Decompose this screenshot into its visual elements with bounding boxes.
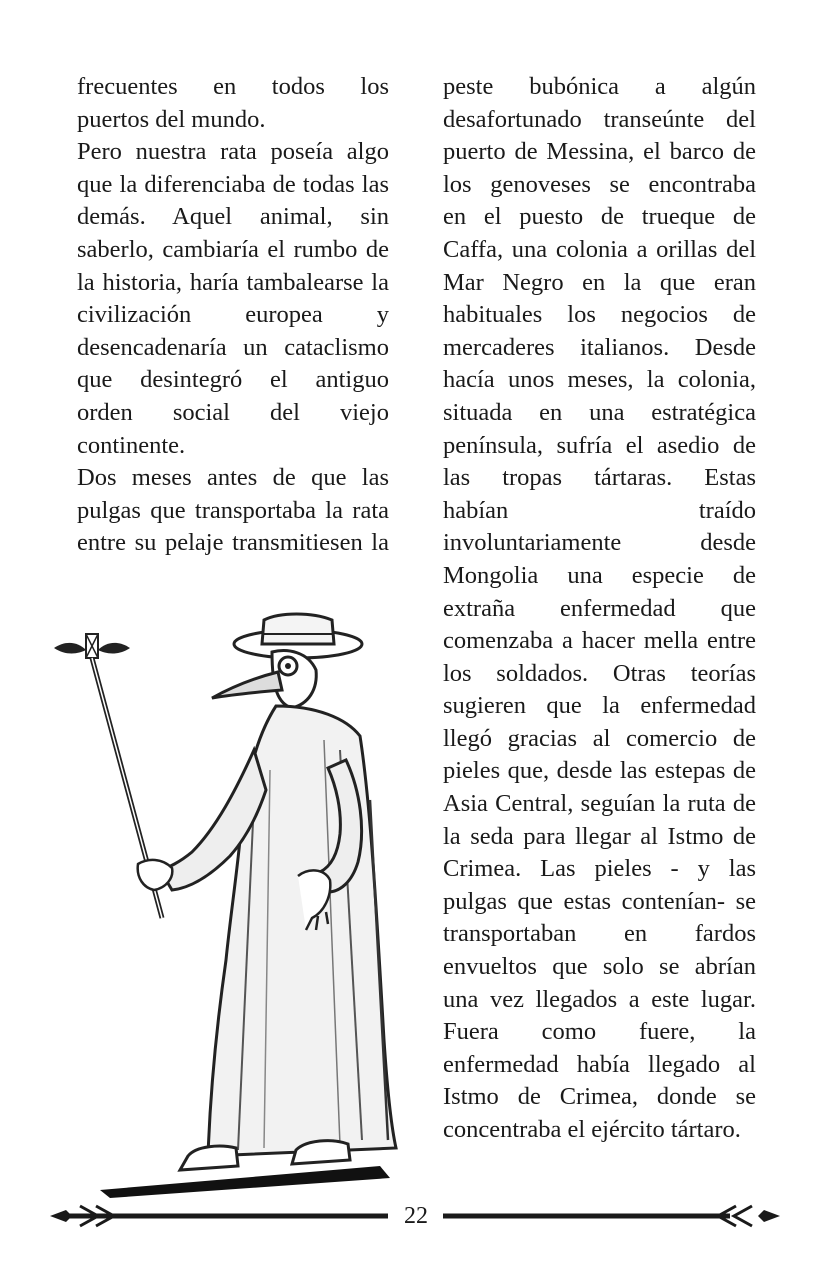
text-line: pulgas que transportaba la rata <box>77 496 389 524</box>
text-line: frecuentes en todos los <box>77 73 389 100</box>
text-line: concentraba el ejército tártaro. <box>443 1116 741 1143</box>
text-line: habían traído <box>443 496 756 524</box>
text-line: peste bubónica a algún <box>443 73 756 100</box>
text-line: en el puesto de trueque de <box>443 203 756 231</box>
text-line: la seda para llegar al Istmo de <box>443 822 756 850</box>
text-line: Pero nuestra rata poseía algo <box>77 138 389 166</box>
text-line: demás. Aquel animal, sin <box>77 203 389 231</box>
text-line: sugieren que la enfermedad <box>443 692 756 720</box>
text-line: continente. <box>77 431 186 459</box>
text-line: la historia, haría tambalearse la <box>77 268 389 296</box>
text-line: pieles que, desde las estepas de <box>443 757 756 785</box>
text-line: desafortunado transeúnte del <box>443 105 756 133</box>
text-line: transportaban en fardos <box>443 920 756 948</box>
text-line: habituales los negocios de <box>443 301 756 329</box>
left-text-column <box>77 71 389 560</box>
text-line: los soldados. Otras teorías <box>443 659 756 687</box>
text-line: enfermedad había llegado al <box>443 1050 756 1078</box>
text-line: Mar Negro en la que eran <box>443 268 756 296</box>
doctor-figure-icon <box>100 614 396 1198</box>
text-line: península, sufría el asedio de <box>443 431 756 459</box>
text-line: que la diferenciaba de todas las <box>77 170 389 198</box>
text-line: comenzaba a hacer mella entre <box>443 627 756 655</box>
text-line: Istmo de Crimea, donde se <box>443 1083 756 1111</box>
text-line: desencadenaría un cataclismo <box>77 333 389 361</box>
text-line: saberlo, cambiaría el rumbo de <box>77 235 389 263</box>
text-line: involuntariamente desde <box>443 529 756 557</box>
text-line: pulgas que estas contenían- se <box>443 887 756 915</box>
text-line: una vez llegados a este lugar. <box>443 985 756 1013</box>
text-line: orden social del viejo <box>77 398 389 426</box>
text-line: mercaderes italianos. Desde <box>443 333 756 361</box>
text-line: Dos meses antes de que las <box>77 464 389 492</box>
text-line: situada en una estratégica <box>443 398 756 426</box>
right-text-column <box>443 71 756 1147</box>
text-line: los genoveses se encontraba <box>443 170 756 198</box>
text-line: civilización europea y <box>77 301 389 329</box>
text-line: Crimea. Las pieles - y las <box>443 855 756 883</box>
text-line: envueltos que solo se abrían <box>443 953 756 981</box>
text-line: Mongolia una especie de <box>443 561 756 589</box>
text-line: puerto de Messina, el barco de <box>443 138 756 166</box>
text-line: entre su pelaje transmitiesen la <box>77 529 389 557</box>
page-number: 22 <box>404 1203 428 1229</box>
text-line: puertos del mundo. <box>77 105 266 133</box>
text-line: Caffa, una colonia a orillas del <box>443 235 756 263</box>
text-line: extraña enfermedad que <box>443 594 756 622</box>
plague-doctor-illustration <box>40 600 420 1200</box>
text-line: Asia Central, seguían la ruta de <box>443 790 756 818</box>
text-line: las tropas tártaras. Estas <box>443 464 756 492</box>
text-line: hacía unos meses, la colonia, <box>443 366 756 394</box>
text-line: llegó gracias al comercio de <box>443 724 756 752</box>
text-line: Fuera como fuere, la <box>443 1018 756 1046</box>
text-line: que desintegró el antiguo <box>77 366 389 394</box>
